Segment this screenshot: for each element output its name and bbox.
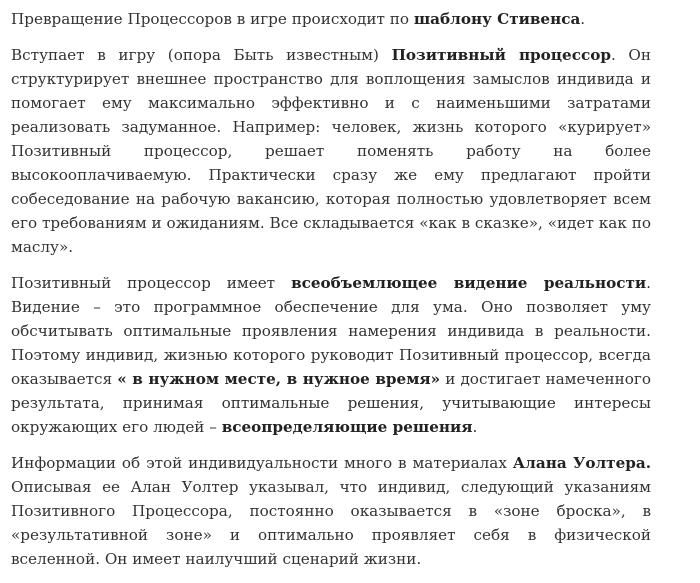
bold-term-comprehensive-vision: всеобъемлющее видение реальности [291, 274, 647, 292]
text-run: . [472, 418, 478, 436]
text-run: Информации об этой индивидуальности много в материалах [11, 454, 513, 472]
text-run: Превращение Процессоров в игре происходит по [11, 10, 414, 28]
paragraph-2 [11, 43, 651, 259]
paragraph-1 [11, 7, 651, 31]
paragraph-4 [11, 451, 651, 571]
text-run: Описывая ее Алан Уолтер указывал, что индивид, следующий указаниям Позитивного Процессора, постоянно оказывается в «зоне броска», в «результативной зоне» и оптимально проявляет себя в физической вселенной. Он имеет наилучший сценарий жизни. [11, 478, 651, 568]
text-run: и достигает намеченного результата, принимая оптимальные решения, учитывающие интересы окружающих его людей – [11, 370, 651, 436]
text-run: . [580, 10, 586, 28]
text-run: . Видение – это программное обеспечение для ума. Оно позволяет уму обсчитывать оптимальные проявления намерения индивида в реальности. Поэтому индивид, жизнью которого руководит Позитивный процессор, всегда оказывается [11, 274, 651, 388]
bold-term-stevens-pattern: шаблону Стивенса [413, 10, 581, 28]
text-run: . Он структурирует внешнее пространство для воплощения замыслов индивида и помогает ему максимально эффективно и с наименьшими затратами реализовать задуманное. Например: человек, жизнь которого «курирует» Позитивный процессор, решает поменять работу на более высокооплачиваемую. Практически сразу же ему предлагают пройти собеседование на рабочую вакансию, которая полностью удовлетворяет всем его требованиям и ожиданиям. Все складывается «как в сказке», «идет как по маслу». [11, 46, 652, 256]
bold-term-right-place-right-time: « в нужном месте, в нужное время» [117, 370, 441, 388]
bold-term-positive-processor: Позитивный процессор [391, 46, 611, 64]
text-run: Позитивный процессор имеет [11, 274, 292, 292]
text-run: Вступает в игру (опора Быть известным) [11, 46, 392, 64]
bold-term-alan-walter: Алана Уолтера. [512, 454, 652, 472]
bold-term-all-defining-decisions: всеопределяющие решения [221, 418, 473, 436]
paragraph-3 [11, 271, 651, 439]
article-body [11, 7, 651, 583]
